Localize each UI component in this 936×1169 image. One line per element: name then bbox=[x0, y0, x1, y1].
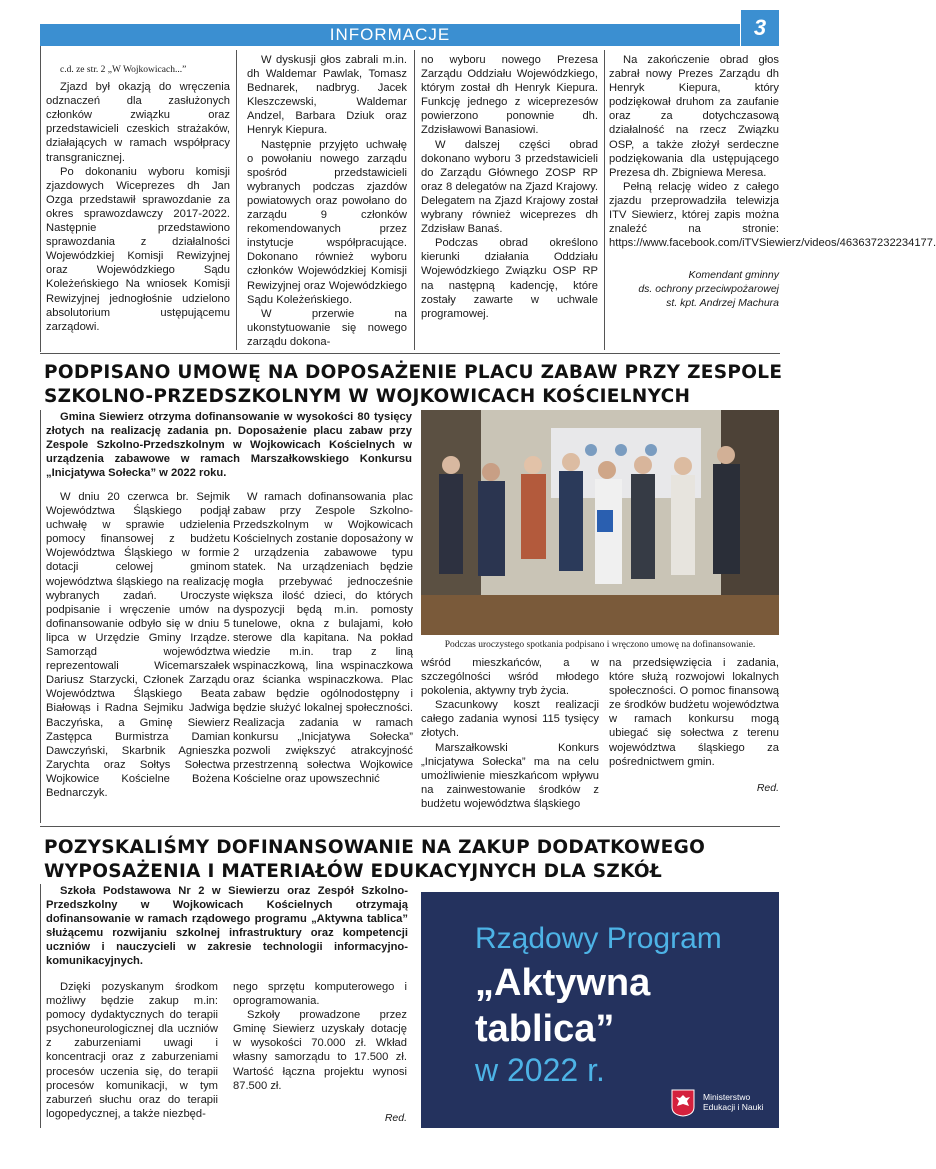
paragraph: na przedsięwzięcia i zadania, które służą rozwojowi lokalnych społeczności. O pomoc finansową ze środków budżetu województwa w ramach konkursu mogą ubiegać się sołectwa z terenu województwa śląskiego za pośrednictwem gmin. bbox=[609, 657, 779, 768]
paragraph: no wyboru nowego Prezesa Zarządu Oddziału Wojewódzkiego, którym został dh Henryk Kiepura. Funkcję jednego z wiceprezesów powierzono ponownie dh. Zdzisławowi Banasiowi. bbox=[421, 54, 598, 137]
paragraph: Szacunkowy koszt realizacji całego zadania wynosi 115 tysięcy złotych. bbox=[421, 699, 599, 740]
paragraph: nego sprzętu komputerowego i oprogramowania. bbox=[233, 981, 407, 1008]
paragraph: Podczas obrad określono kierunki działania Oddziału Wojewódzkiego Związku OSP RP na następną kadencję, które zostały zawarte w uchwale programowej. bbox=[421, 237, 598, 320]
article3-headline bbox=[44, 836, 705, 884]
continuation-note: c.d. ze str. 2 „W Wojkowicach...” bbox=[60, 65, 187, 75]
signature-line: Komendant gminny bbox=[688, 269, 779, 282]
author-signature bbox=[609, 268, 779, 310]
article1-column-4 bbox=[609, 53, 936, 310]
headline-line: SZKOLNO-PRZEDSZKOLNYM W WOJKOWICACH KOŚCIELNYCH bbox=[44, 386, 691, 407]
section-title: INFORMACJE bbox=[329, 25, 451, 44]
paragraph: Po dokonaniu wyboru komisji zjazdowych Wiceprezes dh Jan Ozga przedstawił sprawozdanie za okres sprawozdawczy 2017-2022. Następnie przedstawiono sprawozdania z działalności Wojewódzkiej Komisji Rewizyjnej oraz Wojewódzkiego Sądu Koleżeńskiego Na wniosek Komisji Rewizyjnej jednogłośnie udzielono absolutorium ustępującemu zarządowi. bbox=[46, 165, 230, 333]
banner-line: w 2022 r. bbox=[475, 1052, 605, 1088]
photo-caption: Podczas uroczystego spotkania podpisano i wręczono umowę na dofinansowanie. bbox=[444, 640, 756, 650]
banner-line: tablica” bbox=[475, 1008, 615, 1050]
ministry-line: Ministerstwo bbox=[703, 1092, 751, 1102]
article2-lead bbox=[46, 410, 412, 480]
paragraph: W przerwie na ukonstytuowanie się nowego zarządu dokona- bbox=[247, 307, 407, 348]
author-signature: Red. bbox=[384, 1111, 407, 1124]
article1-column-3 bbox=[421, 53, 598, 321]
frame-left-line bbox=[40, 884, 41, 1128]
banner-line: „Aktywna bbox=[475, 962, 651, 1004]
article3-lead bbox=[46, 884, 408, 968]
article2-column-4 bbox=[609, 656, 779, 795]
paragraph: wśród mieszkańców, a w szczególności wśród młodego pokolenia, aktywny tryb życia. bbox=[421, 657, 599, 698]
article-separator bbox=[40, 353, 780, 354]
headline-line: WYPOSAŻENIA I MATERIAŁÓW EDUKACYJNYCH DLA SZKÓŁ bbox=[44, 861, 663, 882]
article1-column-1 bbox=[46, 63, 230, 334]
paragraph: Szkoły prowadzone przez Gminę Siewierz uzyskały dotację w wysokości 70.000 zł. Wkład własny samorządu to 17.500 zł. Wartość łączna projektu wynosi 87.500 zł. bbox=[233, 1009, 407, 1092]
column-divider bbox=[236, 50, 237, 350]
column-divider bbox=[414, 50, 415, 350]
paragraph: Następnie przyjęto uchwałę o powołaniu nowego zarządu spośród przedstawicieli wybranych podczas zjazdów powiatowych oraz powołano do zarządu 9 członków rekomendowanych przez instytucje współpracujące. Dokonano również wyboru członków Wojewódzkiej Komisji Rewizyjnej oraz Wojewódzkiego Sądu Koleżeńskiego. bbox=[247, 138, 407, 306]
page-number: 3 bbox=[753, 15, 767, 40]
column-divider bbox=[604, 50, 605, 350]
article1-column-2 bbox=[247, 53, 407, 349]
paragraph: W dyskusji głos zabrali m.in. dh Waldemar Pawlak, Tomasz Bednarek, nadbryg. Jacek Kleszczewski, Waldemar Andzel, Barbara Dziuk oraz Henryk Kiepura. bbox=[247, 54, 407, 137]
signature-line: st. kpt. Andrzej Machura bbox=[666, 297, 779, 310]
ministry-line: Edukacji i Nauki bbox=[703, 1102, 764, 1112]
headline-line: POZYSKALIŚMY DOFINANSOWANIE NA ZAKUP DODATKOWEGO bbox=[44, 837, 706, 858]
paragraph: Zjazd był okazją do wręczenia odznaczeń dla zasłużonych członków związku oraz przedstawicieli czeskich strażaków, działających w ramach współpracy transgranicznej. bbox=[46, 81, 230, 164]
frame-left-line bbox=[40, 46, 41, 352]
paragraph: W dniu 20 czerwca br. Sejmik Województwa Śląskiego podjął uchwałę w sprawie udzielenia pomocy finansowej z budżetu Województwa Śląskiego w formie dotacji celowej gminom województwa śląskiego na realizację wybranych zadań. Uroczyste podpisanie i wręczenie umów na dofinansowanie odbyło się w dniu 5 lipca w Urzędzie Gminy Irządze. Samorząd województwa reprezentowali Wicemarszałek Dariusz Starzycki, Członek Zarządu Województwa Śląskiego Beata Białowąs i Radna Sejmiku Jadwiga Baczyńska, a Gminę Siewierz Zastępca Burmistrza Damian Dawczyński, Skarbnik Agnieszka Zarychta oraz Sołtys Sołectwa Wojkowice Kościelne Bożena Bednarczyk. bbox=[46, 491, 230, 799]
article2-column-2 bbox=[233, 490, 413, 786]
article3-column-2 bbox=[233, 980, 407, 1125]
frame-left-line bbox=[40, 410, 41, 823]
paragraph: W ramach dofinansowania plac zabaw przy Zespole Szkolno-Przedszkolnym w Wojkowicach Kościelnych zostanie doposażony w 2 urządzenia zabawowe typu statek. Na urządzeniach będzie mogła przebywać jednocześnie większa ilość dzieci, do których dyspozycji będą m.in. pomosty tunelowe, okna z bulajami, koło sterowe dla kapitana. Na pokład wiedzie m.in. trap z liną wspinaczkową, lina wspinaczkowa oraz ścianka wspinaczkowa. Plac zabaw będzie ogólnodostępny i będzie służyć lokalnej społeczności. Realizacja zadania w ramach konkursu „Inicjatywa Sołecka” pozwoli zwiększyć atrakcyjność przestrzenną sołectwa Wojkowice Kościelne oraz upowszechnić bbox=[233, 491, 413, 785]
author-signature: Red. bbox=[756, 781, 779, 794]
article-separator bbox=[40, 826, 780, 827]
article2-headline bbox=[44, 361, 782, 409]
polish-eagle-emblem-icon bbox=[671, 1089, 695, 1117]
article3-column-1 bbox=[46, 980, 218, 1121]
paragraph: Na zakończenie obrad głos zabrał nowy Prezes Zarządu dh Henryk Kiepura, który podziękował druhom za zaufanie oraz za dotychczasową działalność na rzecz Związku OSP, a także złożył serdeczne podziękowania dla ustępującego Prezesa dh. Zbigniewa Meresa. bbox=[609, 54, 779, 179]
signing-ceremony-photo bbox=[421, 410, 779, 635]
lead-paragraph: Szkoła Podstawowa Nr 2 w Siewierzu oraz Zespół Szkolno-Przedszkolny w Wojkowicach Kościelnych otrzymają dofinansowanie w ramach rządowego programu „Aktywna tablica” służącemu rozwijaniu szkolnej infrastruktury oraz kompetencji uczniów i nauczycieli w zakresie technologii informacyjno-komunikacyjnych. bbox=[46, 885, 408, 967]
lead-paragraph: Gmina Siewierz otrzyma dofinansowanie w wysokości 80 tysięcy złotych na realizację zadania pn. Doposażenie placu zabaw przy Zespole Szkolno-Przedszkolnym w Wojkowicach Kościelnych w urządzenia zabawowe w ramach Marszałkowskiego Konkursu „Inicjatywa Sołecka” w 2022 roku. bbox=[46, 411, 412, 479]
banner-line: Rządowy Program bbox=[475, 922, 722, 955]
photo-illustration bbox=[421, 410, 779, 635]
paragraph: Pełną relację wideo z całego zjazdu przeprowadziła telewizja ITV Siewierz, której zapis można znaleźć na stronie: https://www.facebook.com/iTVSiewierz/videos/463637232234177. bbox=[609, 180, 936, 250]
ministry-name bbox=[703, 1092, 763, 1112]
article2-column-3 bbox=[421, 656, 599, 811]
paragraph: Marszałkowski Konkurs „Inicjatywa Sołecka” ma na celu umożliwienie mieszkańcom wpływu na zainwestowanie środków z budżetu województwa śląskiego bbox=[421, 741, 599, 810]
paragraph: W dalszej części obrad dokonano wyboru 3 przedstawicieli do Zarządu Głównego ZOSP RP oraz 8 delegatów na Zjazd Krajowy. Delegatem na Zjazd Krajowy został wybrany również wiceprezes dh Zdzisław Banaś. bbox=[421, 138, 598, 236]
article2-column-1 bbox=[46, 490, 230, 800]
headline-line: PODPISANO UMOWĘ NA DOPOSAŻENIE PLACU ZABAW PRZY ZESPOLE bbox=[44, 362, 783, 383]
signature-line: ds. ochrony przeciwpożarowej bbox=[638, 283, 779, 296]
aktywna-tablica-banner bbox=[421, 892, 779, 1128]
paragraph: Dzięki pozyskanym środkom możliwy będzie zakup m.in: pomocy dydaktycznych do terapii psychoneurologicznej dla uczniów z zaburzeniami uwagi i koncentracji oraz z zaburzeniami procesów uczenia się, do terapii procesów komunikacji, w tym zaburzeń słuchu oraz do terapii logopedycznej, a także niezbęd- bbox=[46, 981, 218, 1120]
